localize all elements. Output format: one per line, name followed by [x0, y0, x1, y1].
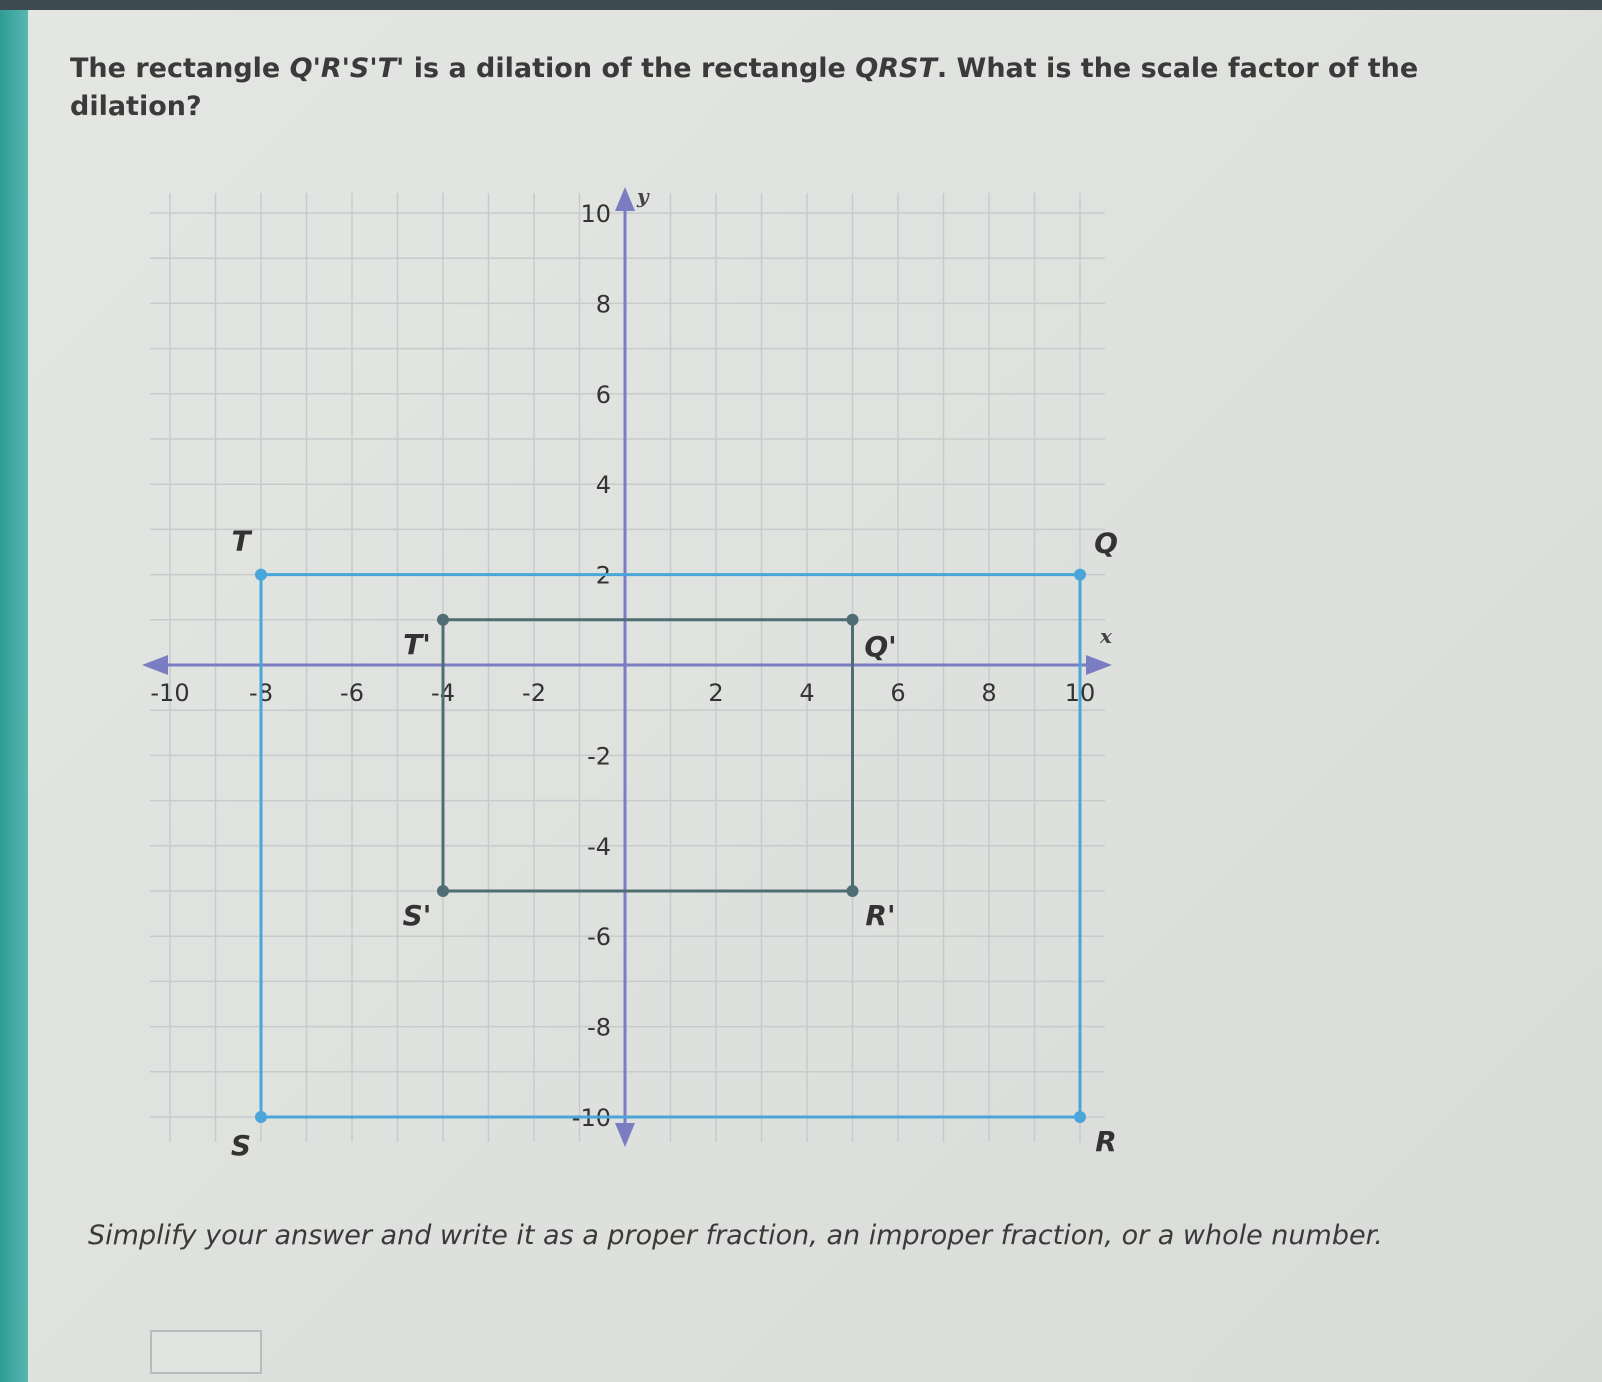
x-tick-label: -2 [522, 679, 546, 707]
y-axis-label: y [637, 184, 649, 208]
x-tick-label: -6 [340, 679, 364, 707]
question-text-middle: is a dilation of the rectangle [404, 53, 856, 84]
y-tick-label: -6 [587, 923, 611, 952]
vertex-point-q [1074, 569, 1086, 581]
vertex-point-s-prime [437, 885, 449, 897]
y-tick-label: -2 [587, 742, 611, 771]
x-tick-label: 2 [708, 679, 724, 707]
x-tick-label: 10 [1064, 679, 1096, 707]
y-tick-label: 4 [595, 471, 611, 500]
vertex-point-q-prime [847, 614, 859, 626]
x-axis-right-arrow [1086, 655, 1112, 675]
original-rectangle-name: QRST [855, 53, 937, 84]
vertex-label-r: R [1095, 1125, 1117, 1158]
x-tick-label: -4 [431, 679, 455, 707]
answer-input[interactable] [150, 1330, 262, 1374]
y-axis-top-arrow [615, 187, 635, 211]
x-axis-left-arrow [142, 655, 168, 675]
y-tick-label: 2 [595, 561, 611, 590]
vertex-point-r-prime [847, 885, 859, 897]
dilated-rectangle-name: Q'R'S'T' [289, 53, 405, 84]
vertex-point-t-prime [437, 614, 449, 626]
x-tick-label: 8 [981, 679, 997, 707]
y-tick-label: 6 [595, 380, 611, 409]
vertex-point-s [255, 1111, 267, 1123]
y-tick-label: -8 [587, 1013, 611, 1042]
x-tick-label: -8 [249, 679, 273, 707]
vertex-label-q-prime: Q' [864, 629, 897, 663]
vertex-label-r-prime: R' [865, 899, 896, 932]
vertex-point-t [255, 569, 267, 581]
vertex-point-r [1074, 1111, 1086, 1123]
y-tick-label: -10 [571, 1104, 611, 1132]
y-tick-label: 10 [580, 200, 611, 228]
vertex-label-t: T [231, 524, 251, 558]
y-tick-label: 8 [595, 290, 611, 319]
vertex-label-t-prime: T' [403, 627, 431, 661]
vertex-label-s-prime: S' [402, 899, 432, 932]
question-text-after: . What is the scale factor of the dilation? [70, 53, 1419, 122]
x-axis-label: x [1100, 624, 1112, 648]
x-tick-label: -10 [150, 679, 190, 707]
question-text-before: The rectangle [70, 53, 290, 84]
vertex-label-s: S [230, 1129, 252, 1162]
x-tick-label: 4 [799, 679, 815, 707]
x-tick-label: 6 [890, 679, 906, 707]
y-tick-label: -4 [587, 832, 611, 861]
y-axis-bottom-arrow [615, 1123, 635, 1147]
instruction-text: Simplify your answer and write it as a proper fraction, an improper fraction, or a whole number. [88, 1220, 1383, 1251]
vertex-label-q: Q [1094, 526, 1118, 560]
